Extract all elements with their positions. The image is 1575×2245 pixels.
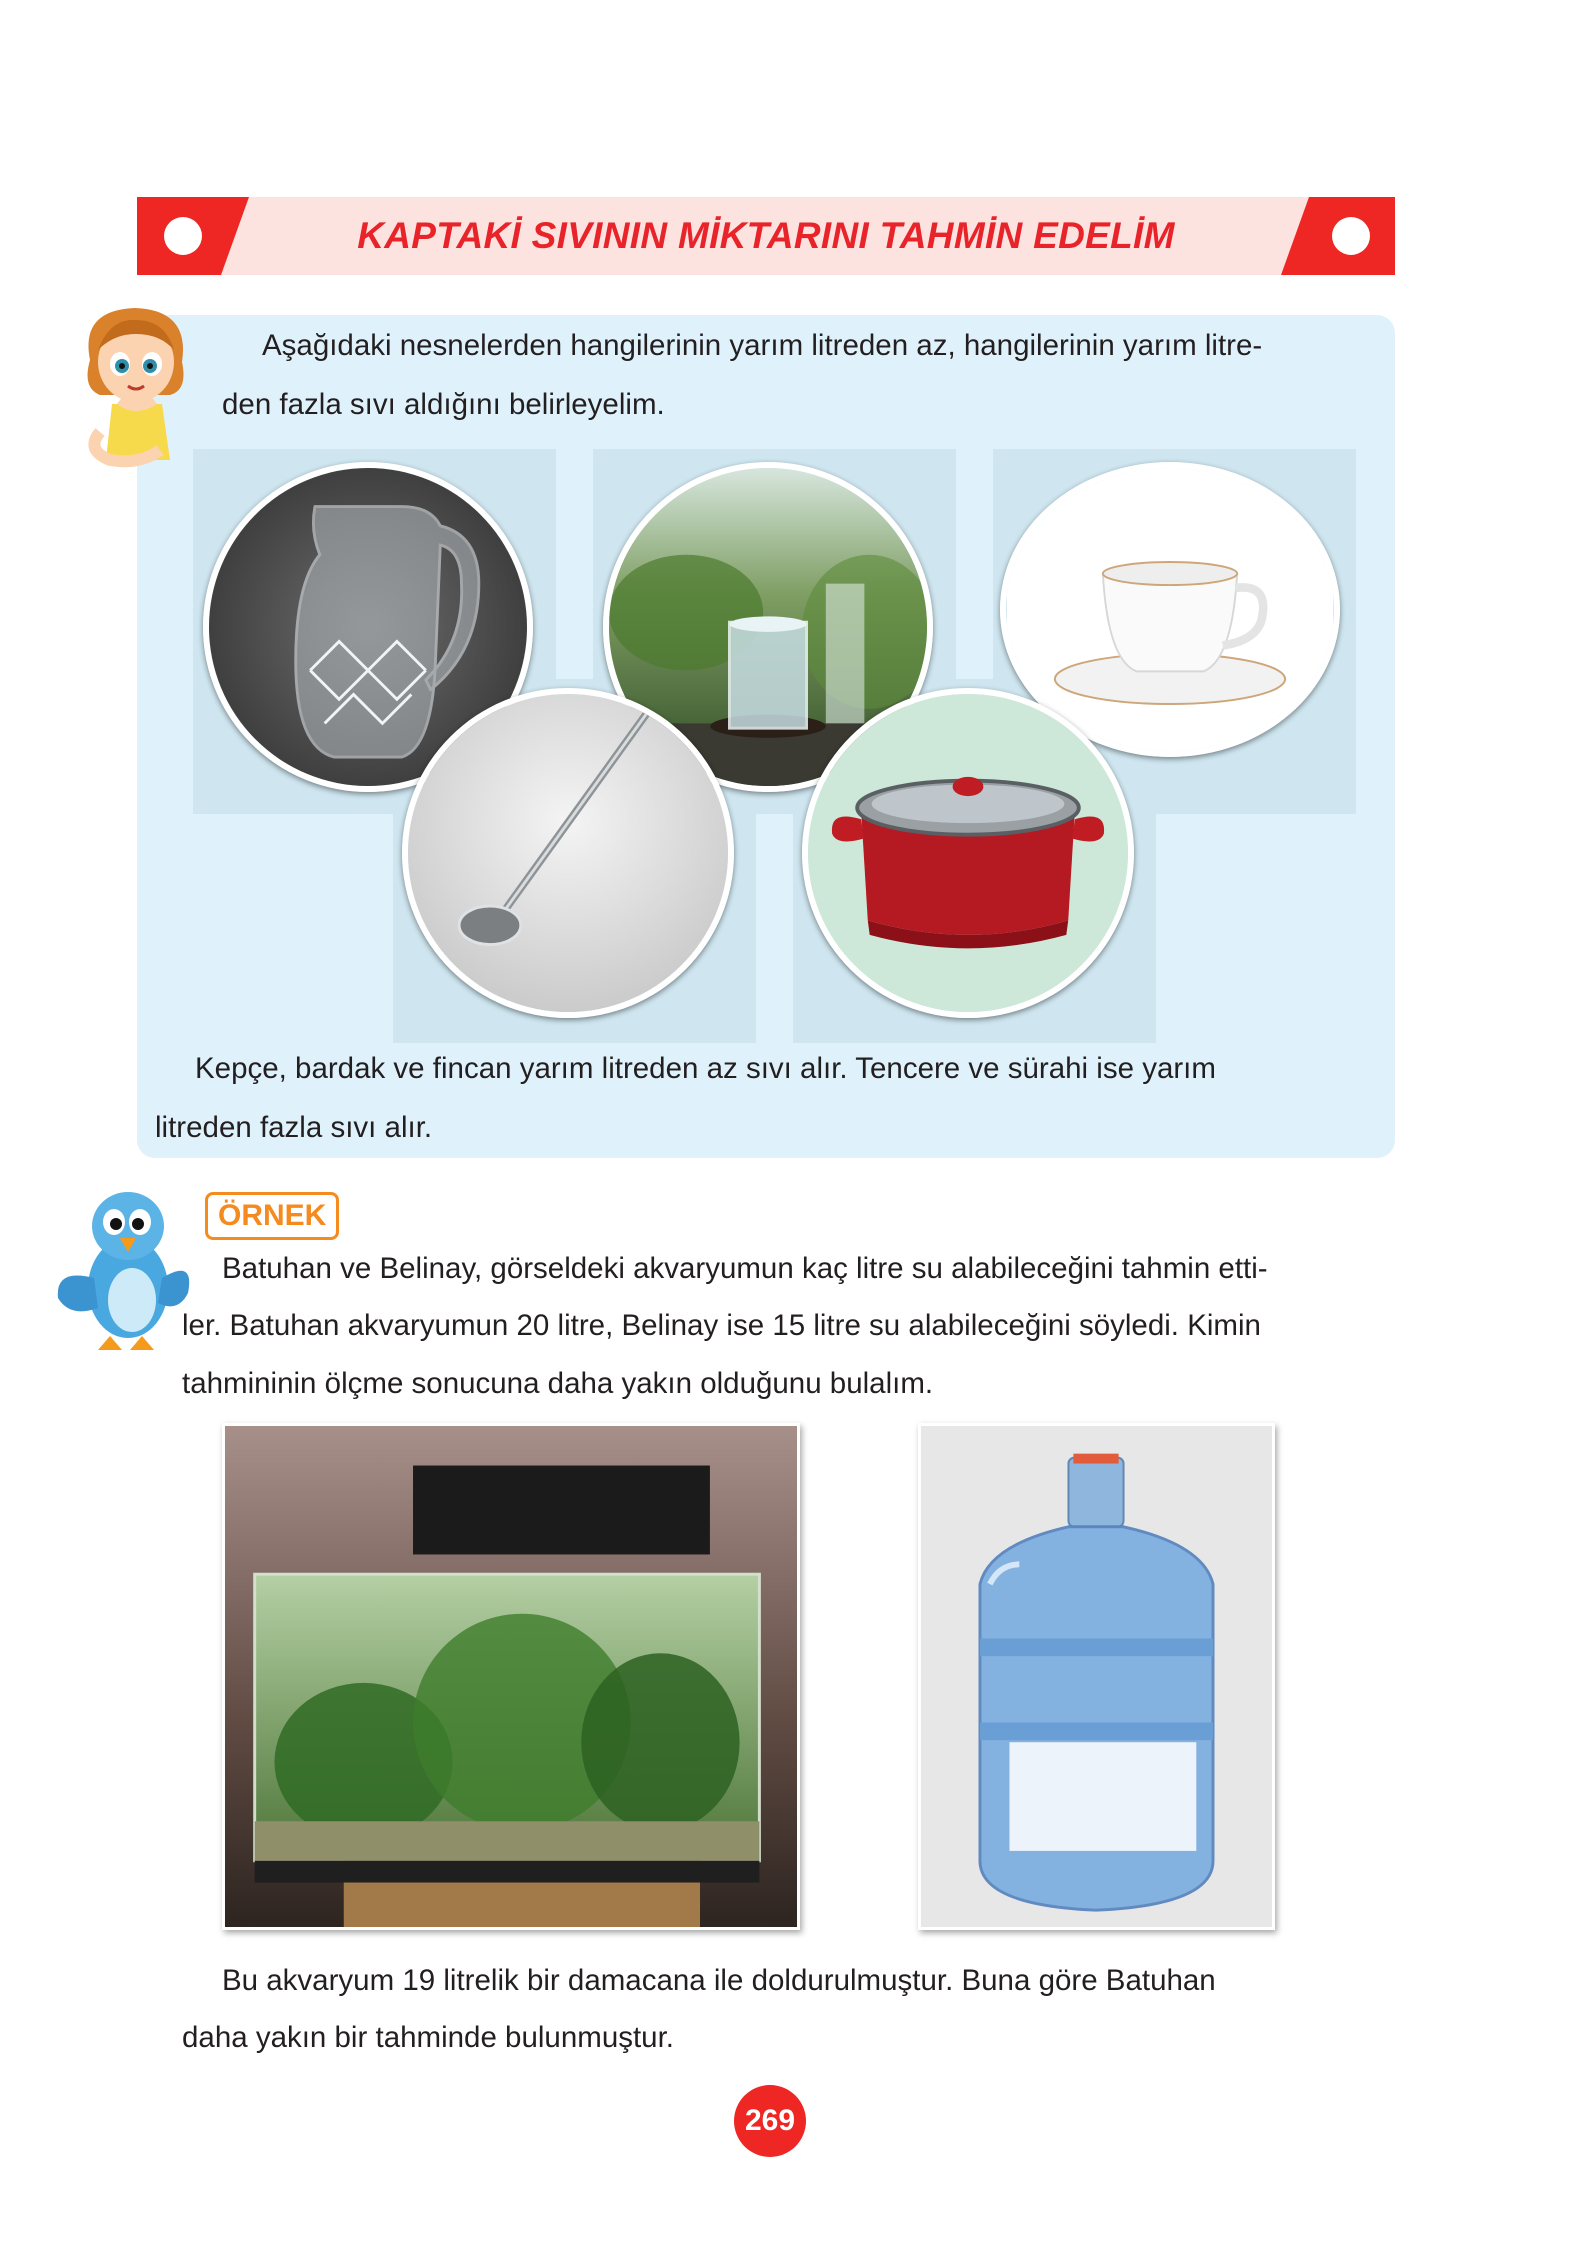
section-title: KAPTAKİ SIVININ MİKTARINI TAHMİN EDELİM [357, 215, 1175, 256]
conclusion2-line-2: daha yakın bir tahminde bulunmuştur. [182, 2021, 674, 2054]
ornek-label: ÖRNEK [205, 1192, 339, 1240]
section-banner [137, 197, 1395, 275]
example-line-3: tahmininin ölçme sonucuna daha yakın olduğunu bulalım. [182, 1367, 934, 1400]
page-number: 269 [734, 2085, 806, 2157]
example-line-1: Batuhan ve Belinay, görseldeki akvaryumun kaç litre su alabileceğini tahmin etti- [222, 1252, 1268, 1285]
intro-line-1: Aşağıdaki nesnelerden hangilerinin yarım litreden az, hangilerinin yarım litre- [262, 329, 1263, 362]
ladle-photo [402, 688, 734, 1018]
conclusion2-line-1: Bu akvaryum 19 litrelik bir damacana ile doldurulmuştur. Buna göre Batuhan [222, 1964, 1216, 1997]
water-jug-photo [918, 1423, 1275, 1930]
aquarium-photo [222, 1423, 800, 1930]
girl-mascot-icon [70, 300, 200, 470]
intro-line-2: den fazla sıvı aldığını belirleyelim. [222, 388, 665, 421]
example-line-2: ler. Batuhan akvaryumun 20 litre, Belinay ise 15 litre su alabileceğini söyledi. Kimin [182, 1309, 1261, 1342]
bird-mascot-icon [50, 1178, 190, 1358]
pot-photo [802, 688, 1134, 1018]
conclusion1-line-2: litreden fazla sıvı alır. [155, 1111, 433, 1144]
conclusion1-line-1: Kepçe, bardak ve fincan yarım litreden az sıvı alır. Tencere ve sürahi ise yarım [195, 1052, 1216, 1085]
